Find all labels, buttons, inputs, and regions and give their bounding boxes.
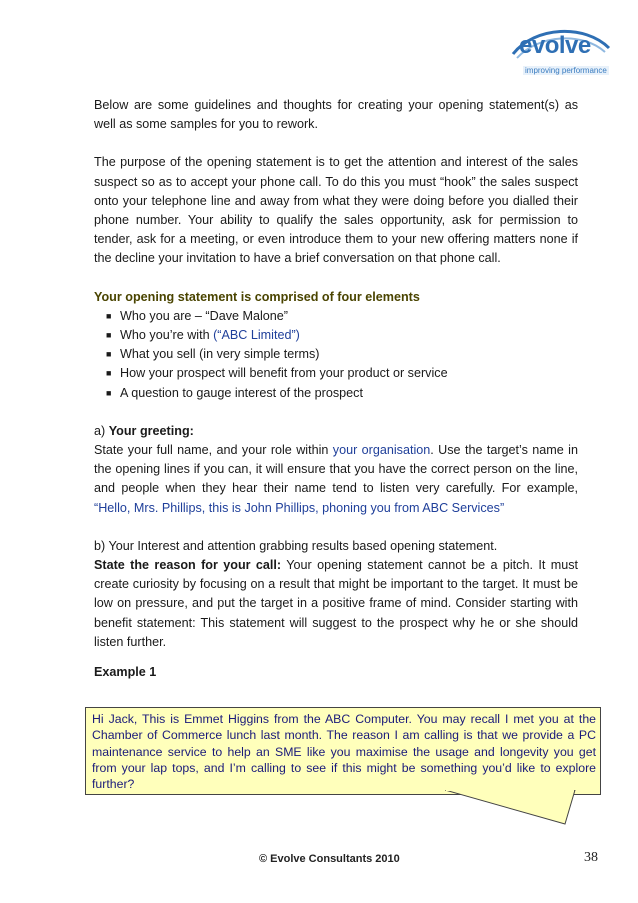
document-body [94,96,578,682]
list-item: ■ Who you’re with (“ABC Limited”) [106,326,578,345]
elements-list [94,307,578,403]
list-item: ■ What you sell (in very simple terms) [106,345,578,364]
square-bullet-icon: ■ [106,349,112,360]
page-number: 38 [584,850,598,865]
logo-wordmark: evolve [519,32,591,59]
elements-heading: Your opening statement is comprised of four elements [94,289,420,304]
logo-tagline: improving performance [525,66,607,75]
callout-text: Hi Jack, This is Emmet Higgins from the ABC Computer. You may recall I met you at the Chamber of Commerce lunch last month. The reason I am calling is that we provide a PC maintenance service to help an SME like you maximise the usage and longevity you get from your lap tops, and I’m calling to see if this might be something you’d like to explore further? [85,707,601,795]
list-item: ■ How your prospect will benefit from your product or service [106,364,578,383]
example-heading: Example 1 [94,665,157,680]
greeting-paragraph: State your full name, and your role within your organisation. Use the target’s name in the opening lines if you can, it will ensure that you have the correct person on the line, and people when they hear their name tend to listen very carefully. For example, “Hello, Mrs. Phillips, this is John Phillips, phoning you from ABC Services” [94,443,578,515]
list-item: ■ A question to gauge interest of the prospect [106,384,578,403]
square-bullet-icon: ■ [106,368,112,379]
list-item: ■ Who you are – “Dave Malone” [106,307,578,326]
interest-paragraph: State the reason for your call: Your opening statement cannot be a pitch. It must create curiosity by focusing on a result that might be important to the target. It must be low on pressure, and put the target in a positive frame of mind. Consider starting with benefit statement: This statement will suggest to the prospect why he or she should listen further. [94,558,579,649]
purpose-paragraph: The purpose of the opening statement is to get the attention and interest of the sales suspect so as to accept your phone call. To do this you must “hook” the sales suspect onto your telephone line and away from what they were doing before you dialled their phone number. Your ability to qualify the sales opportunity, ask for permission to tender, ask for a meeting, or even introduce them to your new offering matters none if the decline your invitation to have a brief conversation on that phone call. [94,155,578,266]
greeting-heading: a) Your greeting: [94,423,194,438]
interest-intro: b) Your Interest and attention grabbing results based opening statement. [94,538,498,553]
footer-copyright: © Evolve Consultants 2010 [259,853,400,865]
intro-paragraph: Below are some guidelines and thoughts for creating your opening statement(s) as well as some samples for you to rework. [94,98,578,132]
evolve-logo [505,24,615,84]
square-bullet-icon: ■ [106,330,112,341]
square-bullet-icon: ■ [106,310,112,321]
square-bullet-icon: ■ [106,387,112,398]
callout-pointer-icon [445,790,585,826]
example-callout [85,707,601,795]
